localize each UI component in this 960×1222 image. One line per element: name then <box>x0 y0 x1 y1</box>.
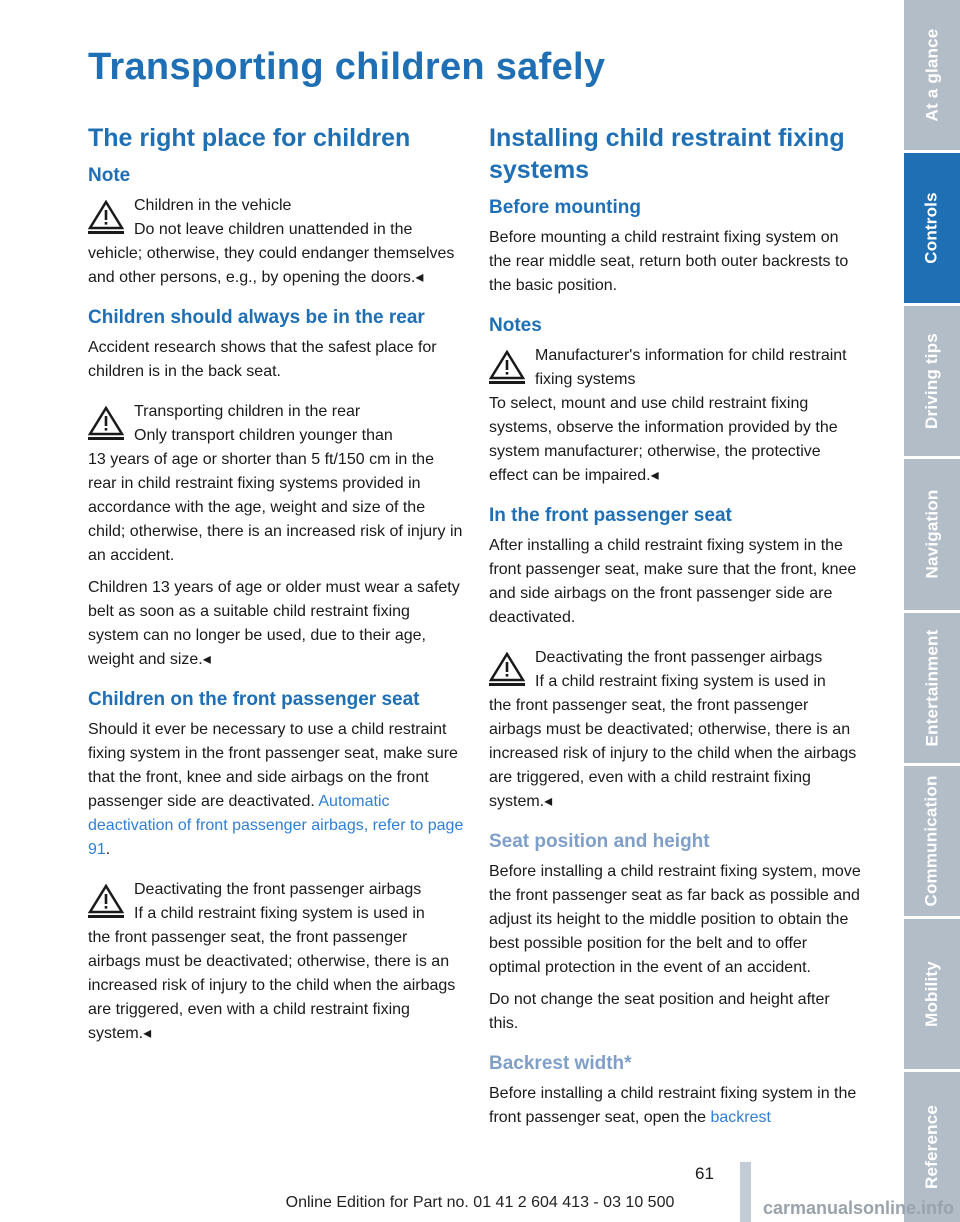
tab-label: Mobility <box>922 960 942 1027</box>
warning-title: Deactivating the front passenger airbags <box>535 649 823 666</box>
footer-edition: Online Edition for Part no. 01 41 2 604 413 - 03 10 500 <box>285 1194 675 1211</box>
link-backrest[interactable]: backrest <box>710 1109 771 1126</box>
tab-navigation[interactable] <box>904 459 960 609</box>
warning-body: the front passenger seat, the front passenger airbags must be deactivated; otherwise, there is an increased risk of injury to the child when the airbags are triggered, even with a child restraint fixing system.◂ <box>489 697 857 810</box>
warning-body: vehicle; otherwise, they could endanger themselves and other persons, e.g., by opening the doors.◂ <box>88 245 455 286</box>
notes-label: Notes <box>489 315 542 336</box>
warning-title: Deactivating the front passenger airbags <box>134 881 422 898</box>
tab-driving-tips[interactable] <box>904 306 960 456</box>
warning-title: Manufacturer's information for child restraint fixing systems <box>535 347 847 388</box>
warning-triangle-icon <box>88 884 124 918</box>
paragraph-front-passenger: Should it ever be necessary to use a child restraint fixing system in the front passenger seat, make sure that the front, knee and side airbags on the front passenger side are deactivated. Automatic deactivation of front passenger airbags, refer to page 91. <box>88 721 464 858</box>
warning-first-line: Do not leave children unattended in the <box>134 221 413 238</box>
tab-entertainment[interactable] <box>904 613 960 763</box>
tab-label: Communication <box>922 775 942 907</box>
heading-seat-position: Seat position and height <box>489 831 710 852</box>
paragraph-before-mounting: Before mounting a child restraint fixing system on the rear middle seat, return both outer backrests to the basic position. <box>489 229 849 294</box>
watermark: carmanualsonline.info <box>762 1198 954 1218</box>
right-column <box>489 122 861 1138</box>
page-title: Transporting children safely <box>88 46 606 88</box>
warning-manufacturer-info <box>489 344 861 488</box>
link-airbag-deactivation[interactable]: Automatic deactivation of front passenger airbags, refer to page 91 <box>88 793 464 858</box>
warning-deactivate-airbags <box>88 878 464 1046</box>
page-number: 61 <box>695 1164 714 1183</box>
tab-controls[interactable] <box>904 153 960 303</box>
page-number-bar <box>740 1162 751 1222</box>
warning-children-rear <box>88 400 464 568</box>
warning-body: 13 years of age or shorter than 5 ft/150 cm in the rear in child restraint fixing systems provided in accordance with the age, weight and size of the child; otherwise, there is an increased risk of injury in an accident. <box>88 451 463 564</box>
heading-front-passenger-seat: In the front passenger seat <box>489 505 732 526</box>
chapter-tabs <box>904 0 960 1222</box>
left-column <box>88 122 464 1054</box>
paragraph-accident-research: Accident research shows that the safest place for children is in the back seat. <box>88 339 437 380</box>
tab-label: Driving tips <box>922 333 942 430</box>
warning-triangle-icon <box>489 652 525 686</box>
note-label: Note <box>88 165 131 186</box>
paragraph-seat-no-change: Do not change the seat position and height after this. <box>489 991 830 1032</box>
tab-label: Navigation <box>922 489 941 579</box>
warning-body: the front passenger seat, the front passenger airbags must be deactivated; otherwise, there is an increased risk of injury to the child when the airbags are triggered, even with a child restraint fixing system.◂ <box>88 929 456 1042</box>
section-heading-installing: Installing child restraint fixing systems <box>489 124 845 184</box>
warning-first-line: Only transport children younger than <box>134 427 393 444</box>
heading-backrest-width: Backrest width* <box>489 1053 632 1074</box>
warning-first-line: If a child restraint fixing system is used in <box>134 905 425 922</box>
heading-before-mounting: Before mounting <box>489 197 641 218</box>
heading-front-passenger: Children on the front passenger seat <box>88 689 420 710</box>
tab-label: Reference <box>922 1104 942 1189</box>
warning-triangle-icon <box>489 350 525 384</box>
tab-label: At a glance <box>922 28 941 122</box>
paragraph-front-passenger-seat: After installing a child restraint fixing system in the front passenger seat, make sure that the front, knee and side airbags on the front passenger side are deactivated. <box>489 537 857 626</box>
tab-label: Entertainment <box>922 629 941 747</box>
warning-children-vehicle <box>88 194 464 290</box>
tab-mobility[interactable] <box>904 919 960 1069</box>
warning-triangle-icon <box>88 406 124 440</box>
warning-triangle-icon <box>88 200 124 234</box>
tab-at-a-glance[interactable] <box>904 0 960 150</box>
paragraph-children-13: Children 13 years of age or older must wear a safety belt as soon as a suitable child restraint fixing system can no longer be used, due to their age, weight and size.◂ <box>88 579 460 668</box>
heading-children-rear: Children should always be in the rear <box>88 307 425 328</box>
warning-title: Transporting children in the rear <box>134 403 361 420</box>
paragraph-backrest: Before installing a child restraint fixing system in the front passenger seat, open the backrest <box>489 1085 857 1126</box>
tab-label: Controls <box>922 192 942 264</box>
warning-first-line: If a child restraint fixing system is used in <box>535 673 826 690</box>
tab-communication[interactable] <box>904 766 960 916</box>
section-heading-right-place: The right place for children <box>88 124 411 152</box>
warning-title: Children in the vehicle <box>134 197 292 214</box>
warning-body: To select, mount and use child restraint fixing systems, observe the information provided by the system manufacturer; otherwise, the protective effect can be impaired.◂ <box>489 395 838 484</box>
paragraph-seat-position: Before installing a child restraint fixing system, move the front passenger seat as far back as possible and adjust its height to the middle position to obtain the best possible position for the belt and to offer optimal protection in the event of an accident. <box>489 863 861 976</box>
warning-deactivate-airbags <box>489 646 861 814</box>
